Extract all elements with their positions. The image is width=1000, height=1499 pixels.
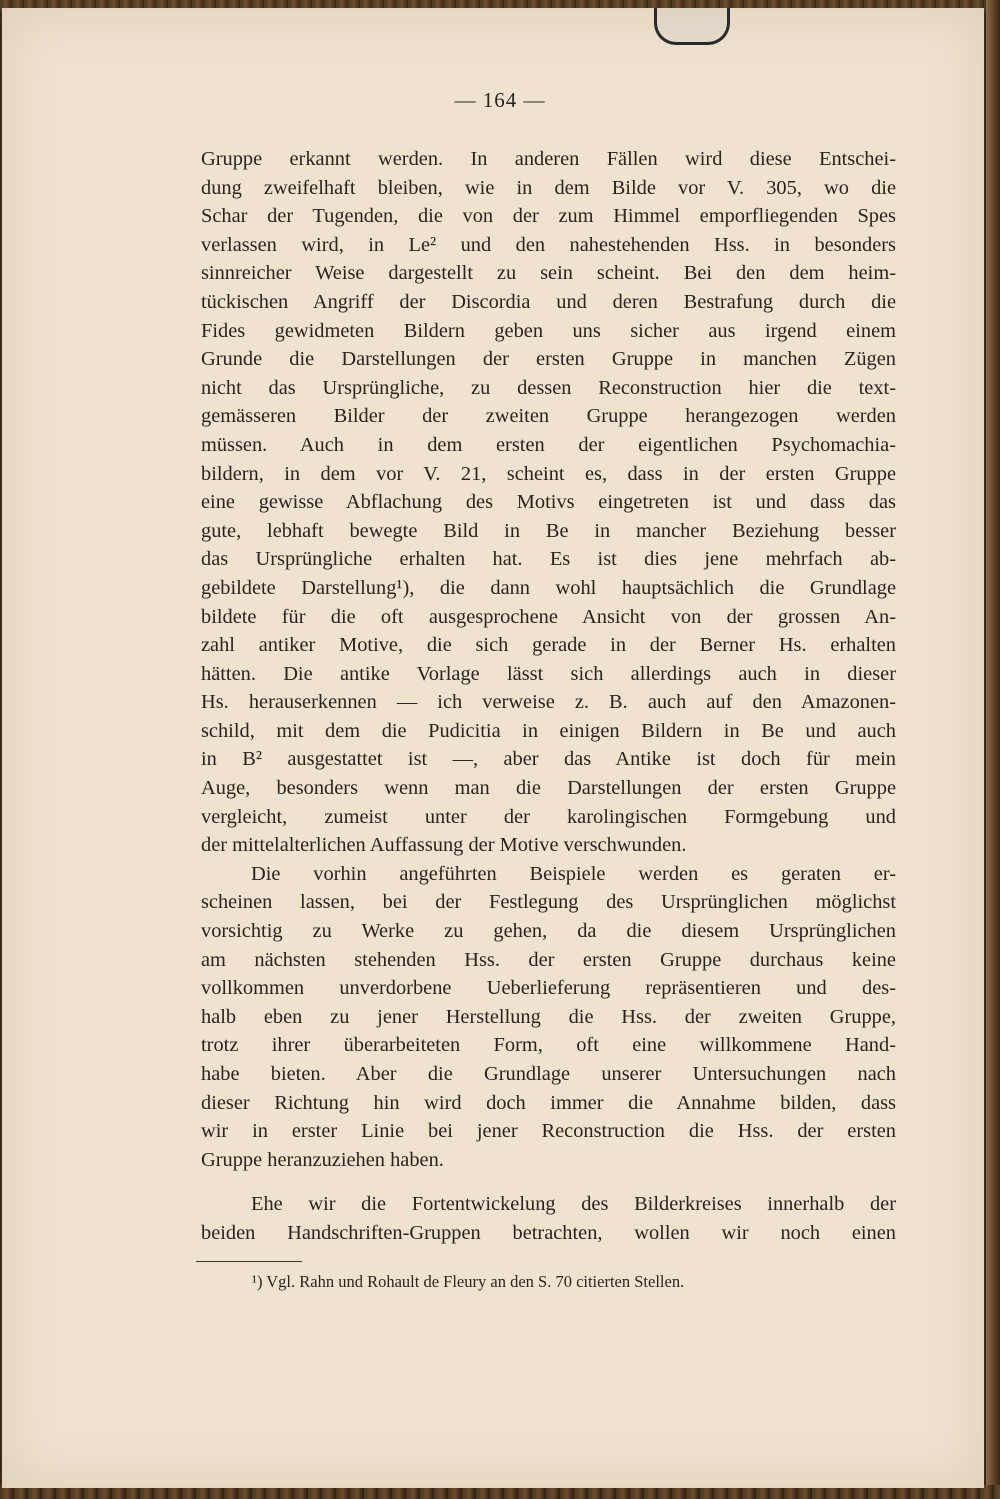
text-line: hätten. Die antike Vorlage lässt sich allerdings auch in dieser bbox=[201, 662, 896, 685]
text-line: dung zweifelhaft bleiben, wie in dem Bilde vor V. 305, wo die bbox=[201, 176, 896, 199]
text-line: in B² ausgestattet ist —, aber das Antike ist doch für mein bbox=[201, 748, 896, 771]
text-line: Gruppe heranzuziehen haben. bbox=[201, 1148, 444, 1171]
paragraph-gap bbox=[201, 1174, 896, 1190]
text-line: Auge, besonders wenn man die Darstellungen der ersten Gruppe bbox=[201, 777, 896, 800]
text-line: dieser Richtung hin wird doch immer die Annahme bilden, dass bbox=[201, 1091, 896, 1114]
text-line: zahl antiker Motive, die sich gerade in der Berner Hs. erhalten bbox=[201, 634, 896, 657]
text-line: der mittelalterlichen Auffassung der Motive verschwunden. bbox=[201, 834, 687, 857]
text-line: Schar der Tugenden, die von der zum Himmel emporfliegenden Spes bbox=[201, 205, 896, 228]
text-line: scheinen lassen, bei der Festlegung des Ursprünglichen möglichst bbox=[201, 891, 896, 914]
text-line: vollkommen unverdorbene Ueberlieferung repräsentieren und des- bbox=[201, 977, 896, 1000]
text-line: vergleicht, zumeist unter der karolingischen Formgebung und bbox=[201, 805, 896, 828]
text-line: bildete für die oft ausgesprochene Ansicht von der grossen An- bbox=[201, 605, 896, 628]
text-line: halb eben zu jener Herstellung die Hss. der zweiten Gruppe, bbox=[201, 1005, 896, 1028]
paper-clip-icon bbox=[654, 8, 730, 45]
text-line: sinnreicher Weise dargestellt zu sein scheint. Bei den dem heim- bbox=[201, 262, 896, 285]
text-line: müssen. Auch in dem ersten der eigentlichen Psychomachia- bbox=[201, 433, 896, 456]
text-line: am nächsten stehenden Hss. der ersten Gruppe durchaus keine bbox=[201, 948, 896, 971]
text-line: Grunde die Darstellungen der ersten Gruppe in manchen Zügen bbox=[201, 348, 896, 371]
page-number: — 164 — bbox=[454, 88, 546, 112]
text-line: schild, mit dem die Pudicitia in einigen Bildern in Be und auch bbox=[201, 719, 896, 742]
text-line: gute, lebhaft bewegte Bild in Be in mancher Beziehung besser bbox=[201, 519, 896, 542]
text-line: tückischen Angriff der Discordia und deren Bestrafung durch die bbox=[201, 290, 896, 313]
text-line: Die vorhin angeführten Beispiele werden es geraten er- bbox=[251, 862, 896, 885]
text-line: vorsichtig zu Werke zu gehen, da die diesem Ursprünglichen bbox=[201, 920, 896, 943]
text-line: eine gewisse Abflachung des Motivs eingetreten ist und dass das bbox=[201, 491, 896, 514]
text-line: wir in erster Linie bei jener Reconstruction die Hss. der ersten bbox=[201, 1120, 896, 1143]
text-line: Fides gewidmeten Bildern geben uns sicher aus irgend einem bbox=[201, 319, 896, 342]
text-line: nicht das Ursprüngliche, zu dessen Reconstruction hier die text- bbox=[201, 376, 896, 399]
text-line: verlassen wird, in Le² und den nahestehenden Hss. in besonders bbox=[201, 233, 896, 256]
text-line: Hs. herauserkennen — ich verweise z. B. auch auf den Amazonen- bbox=[201, 691, 896, 714]
text-line: gebildete Darstellung¹), die dann wohl hauptsächlich die Grundlage bbox=[201, 576, 896, 599]
text-line: gemässeren Bilder der zweiten Gruppe herangezogen werden bbox=[201, 405, 896, 428]
body-text bbox=[201, 145, 896, 1248]
text-line: Gruppe erkannt werden. In anderen Fällen wird diese Entschei- bbox=[201, 148, 896, 170]
book-right-edge bbox=[986, 0, 1000, 1499]
footnote: ¹) Vgl. Rahn und Rohault de Fleury an den S. 70 citierten Stellen. bbox=[252, 1272, 685, 1291]
text-line: bildern, in dem vor V. 21, scheint es, dass in der ersten Gruppe bbox=[201, 462, 896, 485]
footnote-rule bbox=[196, 1261, 302, 1262]
text-line: habe bieten. Aber die Grundlage unserer Untersuchungen nach bbox=[201, 1063, 896, 1085]
text-line: beiden Handschriften-Gruppen betrachten, wollen wir noch einen bbox=[201, 1221, 896, 1244]
text-line: das Ursprüngliche erhalten hat. Es ist dies jene mehrfach ab- bbox=[201, 548, 896, 571]
text-line: Ehe wir die Fortentwickelung des Bilderkreises innerhalb der bbox=[251, 1193, 896, 1216]
text-line: trotz ihrer überarbeiteten Form, oft eine willkommene Hand- bbox=[201, 1034, 896, 1057]
